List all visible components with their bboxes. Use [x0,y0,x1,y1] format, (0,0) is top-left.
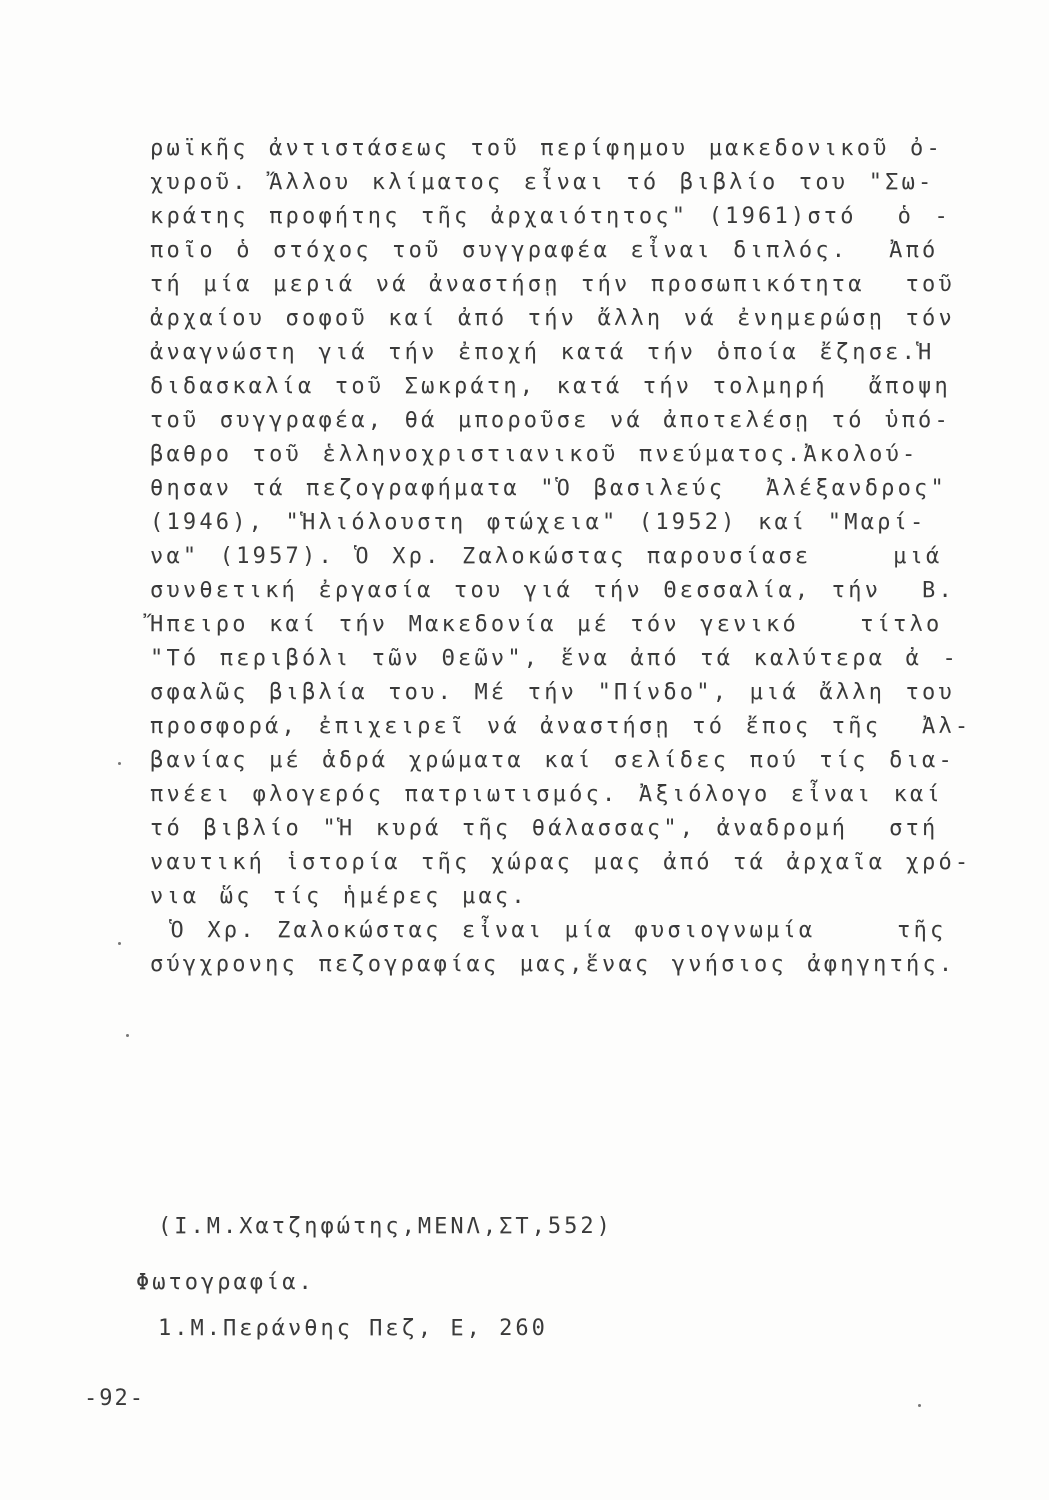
text-line: ἀρχαίου σοφοῦ καί ἀπό τήν ἄλλη νά ἐνημερώσῃ τόν [150,306,955,331]
text-line: θησαν τά πεζογραφήματα "Ὁ βασιλεύς Ἀλέξανδρος" [150,476,947,501]
scan-speck [118,942,121,945]
citation: (Ι.Μ.Χατζηφώτης,ΜΕΝΛ,ΣΤ,552) [158,1214,613,1239]
text-line: κράτης προφήτης τῆς ἀρχαιότητος" (1961)στό ὁ - [150,204,951,229]
text-line: ἀναγνώστη γιά τήν ἐποχή κατά τήν ὁποία ἔζησε.Ἡ [150,340,935,365]
text-line: τή μία μεριά νά ἀναστήσῃ τήν προσωπικότητα τοῦ [150,272,955,297]
scan-speck [126,1034,129,1037]
text-line: σύγχρονης πεζογραφίας μας,ἕνας γνήσιος ἀφηγητής. [150,952,956,977]
text-line: πνέει φλογερός πατριωτισμός. Ἀξιόλογο εἶναι καί [150,782,943,807]
text-line: (1946), "Ἡλιόλουστη φτώχεια" (1952) καί "Μαρί- [150,510,927,535]
text-line: βανίας μέ ἁδρά χρώματα καί σελίδες πού τίς δια- [150,748,955,773]
text-line: Ὁ Χρ. Ζαλοκώστας εἶναι μία φυσιογνωμία τῆς [150,918,947,943]
text-line: ποῖο ὁ στόχος τοῦ συγγραφέα εἶναι διπλός. Ἀπό [150,238,939,263]
text-line: διδασκαλία τοῦ Σωκράτη, κατά τήν τολμηρή ἄποψη [150,374,951,399]
text-line: τό βιβλίο "Ἡ κυρά τῆς θάλασσας", ἀναδρομή στή [150,816,939,841]
text-line: συνθετική ἐργασία του γιά τήν Θεσσαλία, τήν Β. [150,578,955,603]
text-line: σφαλῶς βιβλία του. Μέ τήν "Πίνδο", μιά ἄλλη του [150,680,955,705]
body-text [150,132,980,982]
text-line: νια ὥς τίς ἡμέρες μας. [150,884,528,909]
text-line: "Τό περιβόλι τῶν Θεῶν", ἕνα ἀπό τά καλύτερα ἀ - [150,646,959,671]
page-number: -92- [84,1386,145,1411]
photo-heading: Φωτογραφία. [136,1270,315,1295]
photo-item: 1.Μ.Περάνθης Πεζ, Ε, 260 [158,1316,548,1341]
text-line: βαθρο τοῦ ἑλληνοχριστιανικοῦ πνεύματος.Ἀκολού- [150,442,919,467]
text-line: Ἤπειρο καί τήν Μακεδονία μέ τόν γενικό τίτλο [150,612,943,637]
text-line: ρωϊκῆς ἀντιστάσεως τοῦ περίφημου μακεδονικοῦ ὀ- [150,136,943,161]
text-line: ναυτική ἱστορία τῆς χώρας μας ἀπό τά ἀρχαῖα χρό- [150,850,972,875]
text-line: τοῦ συγγραφέα, θά μποροῦσε νά ἀποτελέσῃ τό ὑπό- [150,408,951,433]
text-line: να" (1957). Ὁ Χρ. Ζαλοκώστας παρουσίασε μιά [150,544,943,569]
scan-speck [118,762,121,765]
text-line: προσφορά, ἐπιχειρεῖ νά ἀναστήσῃ τό ἔπος τῆς Ἀλ- [150,714,972,739]
text-line: χυροῦ. Ἄλλου κλίματος εἶναι τό βιβλίο του "Σω- [150,170,935,195]
scan-speck [918,1404,921,1407]
